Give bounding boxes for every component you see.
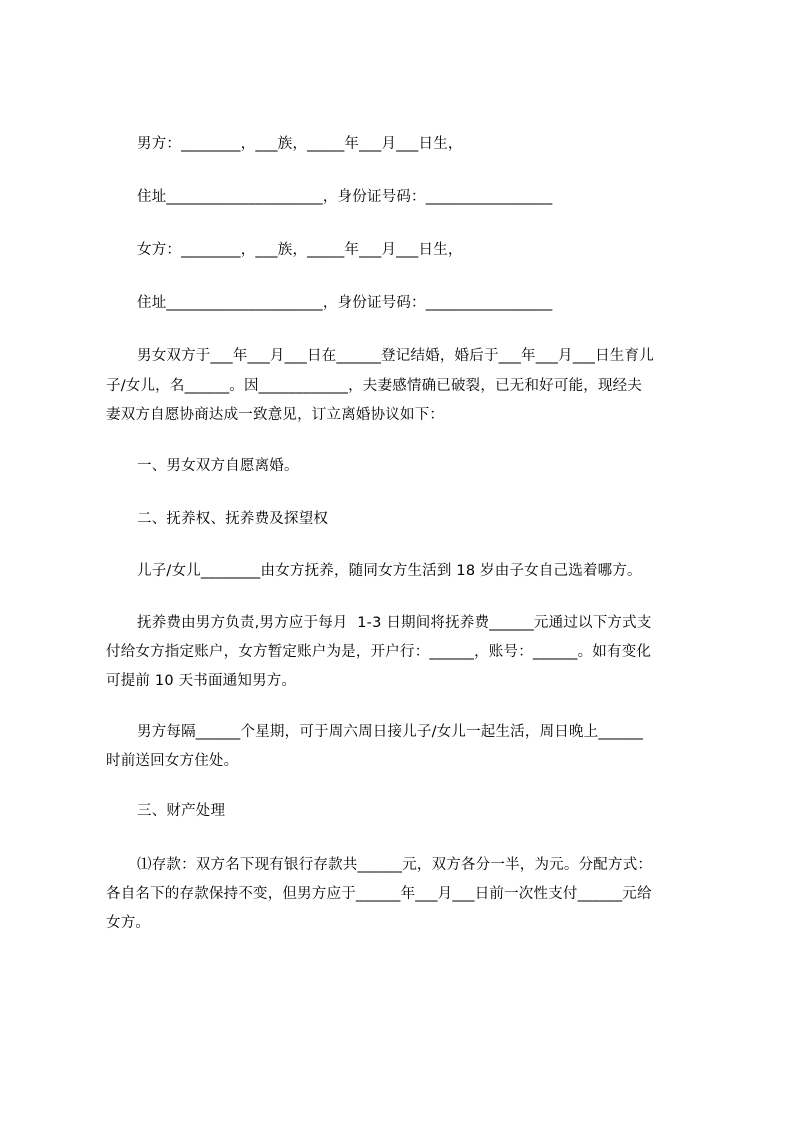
intro-paragraph-line-1: 男女双方于___年___月___日在______登记结婚，婚后于___年___月___日生育儿 — [137, 348, 654, 364]
visitation-paragraph-line-1: 男方每隔______个星期，可于周六周日接儿子/女儿一起生活，周日晚上______ — [137, 724, 644, 740]
support-paragraph-line-3: 可提前 10 天书面通知男方。 — [106, 673, 297, 689]
groom-info-line: 男方：________，___族，_____年___月___日生， — [137, 136, 463, 152]
intro-paragraph-line-2: 子/女儿，名______。因____________，夫妻感情确已破裂，已无和好可能，现经夫 — [106, 378, 643, 394]
deposit-paragraph-line-2: 各自名下的存款保持不变，但男方应于______年___月___日前一次性支付______元给 — [106, 886, 652, 902]
section-three-heading: 三、财产处理 — [137, 803, 226, 819]
support-paragraph-line-2: 付给女方指定账户，女方暂定账户为是，开户行：______，账号：______。如有变化 — [106, 644, 652, 660]
deposit-paragraph-line-1: ⑴存款：双方名下现有银行存款共______元，双方各分一半，为元。分配方式： — [137, 857, 653, 873]
intro-paragraph-line-3: 妻双方自愿协商达成一致意见，订立离婚协议如下： — [106, 407, 445, 423]
visitation-paragraph-line-2: 时前送回女方住处。 — [106, 753, 239, 769]
custody-line: 儿子/女儿________由女方抚养，随同女方生活到 18 岁由子女自己选着哪方。 — [137, 563, 642, 579]
section-one-heading: 一、男女双方自愿离婚。 — [137, 458, 299, 474]
support-paragraph-line-1: 抚养费由男方负责,男方应于每月 1-3 日期间将抚养费______元通过以下方式支 — [137, 615, 652, 631]
deposit-paragraph-line-3: 女方。 — [106, 915, 151, 931]
bride-address-line: 住址_____________________，身份证号码：_________________ — [137, 295, 553, 311]
bride-info-line: 女方：________，___族，_____年___月___日生， — [137, 242, 463, 258]
section-two-heading: 二、抚养权、抚养费及探望权 — [137, 511, 329, 527]
groom-address-line: 住址_____________________，身份证号码：_________________ — [137, 189, 553, 205]
